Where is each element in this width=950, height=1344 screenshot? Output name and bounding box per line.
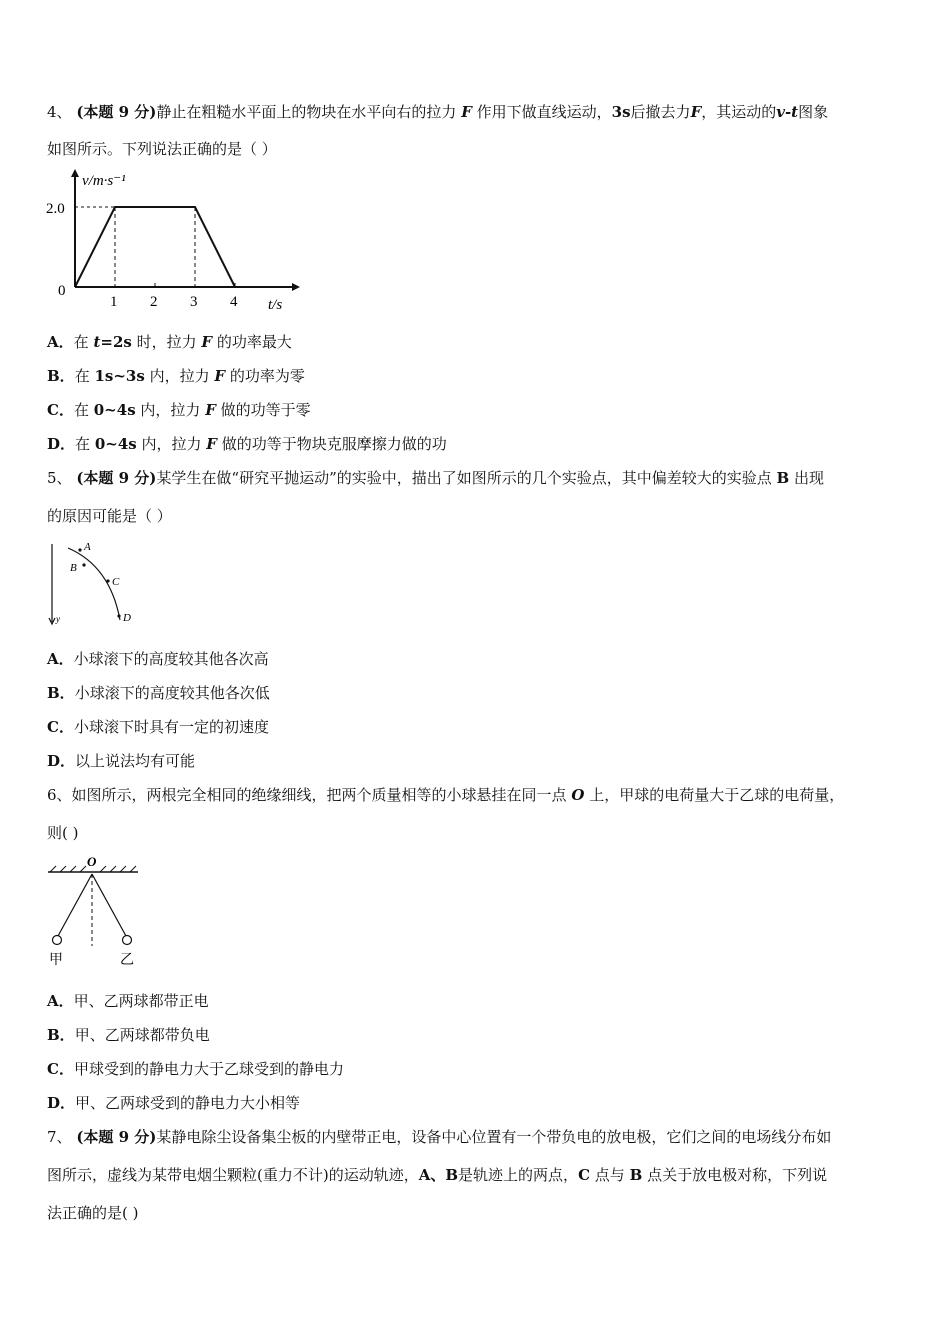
q4-option-b[interactable]: B．在 1s~3s 内，拉力 F 的功率为零: [47, 367, 305, 385]
q4-vt-graph: [40, 165, 300, 315]
right-thread: [92, 874, 126, 936]
q5-option-b[interactable]: B．小球滚下的高度较其他各次低: [47, 684, 270, 702]
q5-stem-line1: 5、 (本题 9 分)某学生在做“研究平抛运动”的实验中，描出了如图所示的几个实验点，其中偏差较大的实验点 B 出现: [47, 469, 825, 487]
point-d-dot: [117, 614, 120, 617]
x-tick-2: 2: [150, 294, 158, 310]
q4-stem-line2: 如图所示。下列说法正确的是（ ）: [47, 140, 277, 158]
q5-option-d[interactable]: D．以上说法均有可能: [47, 752, 196, 770]
hatch: [80, 866, 86, 872]
x-tick-1: 1: [110, 294, 118, 310]
hatch: [60, 866, 66, 872]
q7-stem-line2: 图所示，虚线为某带电烟尘颗粒(重力不计)的运动轨迹，A、B是轨迹上的两点，C 点与 B 点关于放电极对称，下列说: [47, 1166, 828, 1184]
hatch: [120, 866, 126, 872]
q5-option-c[interactable]: C．小球滚下时具有一定的初速度: [47, 718, 269, 736]
y-axis-label: y: [56, 614, 60, 624]
q6-option-b[interactable]: B．甲、乙两球都带负电: [47, 1026, 210, 1044]
q7-stem-line1: 7、 (本题 9 分)某静电除尘设备集尘板的内壁带正电，设备中心位置有一个带负电的放电极，它们之间的电场线分布如: [47, 1128, 832, 1146]
y-axis-arrow: [71, 169, 79, 177]
q4-stem-line1: 4、 (本题 9 分)静止在粗糙水平面上的物块在水平向右的拉力 F 作用下做直线运动，3s后撤去力F，其运动的v-t图象: [47, 103, 829, 121]
hatch: [70, 866, 76, 872]
hatch: [130, 866, 136, 872]
q5-option-a[interactable]: A．小球滚下的高度较其他各次高: [47, 650, 269, 668]
q6-pendulum-figure: [40, 852, 150, 972]
point-b-dot: [82, 563, 85, 566]
point-a-label: A: [84, 541, 91, 553]
x-tick-3: 3: [190, 294, 198, 310]
y-tick-label: 2.0: [46, 201, 65, 217]
label-jia: 甲: [49, 953, 63, 968]
q6-option-c[interactable]: C．甲球受到的静电力大于乙球受到的静电力: [47, 1060, 344, 1078]
q6-stem-line2: 则( ): [47, 824, 79, 842]
point-b-label: B: [70, 562, 77, 574]
q4-option-d[interactable]: D．在 0~4s 内，拉力 F 做的功等于物块克服摩擦力做的功: [47, 435, 447, 453]
q7-stem-line3: 法正确的是( ): [47, 1204, 139, 1222]
q4-option-a[interactable]: A．在 t=2s 时，拉力 F 的功率最大: [47, 333, 292, 351]
x-axis-arrow: [292, 283, 300, 291]
ball-jia: [53, 936, 62, 945]
velocity-curve: [75, 207, 235, 287]
label-yi: 乙: [120, 953, 134, 968]
left-thread: [58, 874, 92, 936]
origin-label: 0: [58, 283, 66, 299]
pivot-label: O: [87, 854, 97, 869]
hatch: [110, 866, 116, 872]
point-c-dot: [106, 579, 109, 582]
q5-stem-line2: 的原因可能是（ ）: [47, 507, 172, 525]
x-tick-4: 4: [230, 294, 238, 310]
q6-option-a[interactable]: A．甲、乙两球都带正电: [47, 992, 209, 1010]
ball-yi: [123, 936, 132, 945]
hatch: [100, 866, 106, 872]
q5-trajectory-figure: [44, 538, 144, 630]
point-c-label: C: [112, 576, 120, 588]
q6-option-d[interactable]: D．甲、乙两球受到的静电力大小相等: [47, 1094, 301, 1112]
y-axis-label: v/m·s⁻¹: [82, 173, 126, 189]
q6-stem-line1: 6、如图所示，两根完全相同的绝缘细线，把两个质量相等的小球悬挂在同一点 O 上，甲球的电荷量大于乙球的电荷量，: [47, 786, 845, 804]
point-a-dot: [78, 548, 81, 551]
x-axis-label: t/s: [268, 297, 283, 313]
point-d-label: D: [123, 612, 131, 624]
q4-option-c[interactable]: C．在 0~4s 内，拉力 F 做的功等于零: [47, 401, 311, 419]
hatch: [50, 866, 56, 872]
